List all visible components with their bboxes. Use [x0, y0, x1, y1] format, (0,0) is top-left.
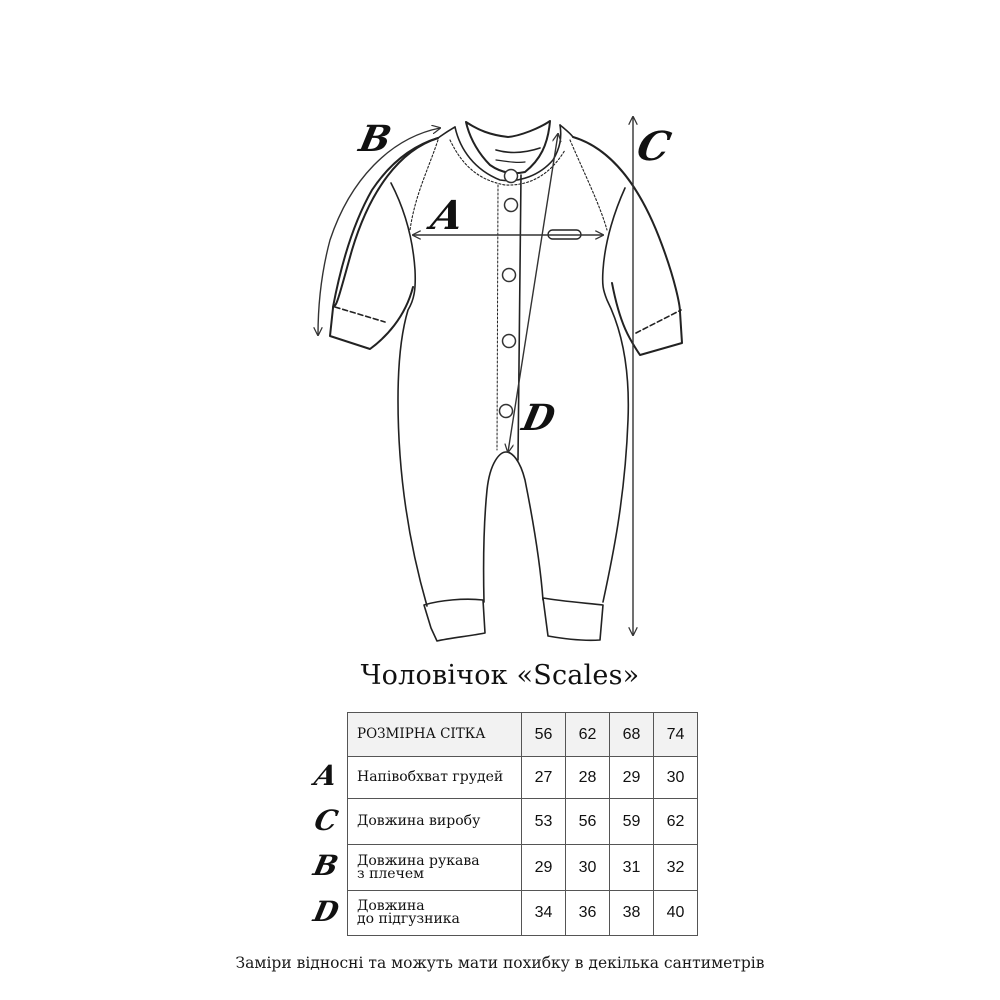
row-letter-d: D [310, 895, 342, 928]
table-header-row [348, 713, 698, 757]
table-row [348, 757, 698, 799]
row-label-line: Довжина [357, 898, 425, 914]
row-label-line: з плечем [357, 865, 425, 882]
snap-button [505, 199, 518, 212]
row-label-line: до підгузника [357, 911, 460, 927]
row-label [348, 799, 522, 845]
table-cell: 56 [566, 799, 610, 845]
label-d: D [518, 397, 559, 439]
snap-button [500, 405, 513, 418]
row-label [348, 891, 522, 936]
header-label: РОЗМІРНА СІТКА [348, 713, 522, 757]
label-c: C [633, 123, 675, 170]
table-cell: 32 [654, 845, 698, 891]
table-row [348, 845, 698, 891]
label-a: A [427, 192, 469, 239]
table-cell: 30 [566, 845, 610, 891]
table-cell: 36 [566, 891, 610, 936]
table-cell: 34 [522, 891, 566, 936]
snap-buttons [500, 170, 518, 418]
table-cell: 30 [654, 757, 698, 799]
size-header: 56 [522, 713, 566, 757]
table-cell: 53 [522, 799, 566, 845]
row-label-line: Напівобхват грудей [357, 769, 504, 785]
left-leg-cuff [424, 599, 485, 641]
row-label [348, 845, 522, 891]
row-label-line: Довжина рукава [357, 852, 480, 869]
table-row [348, 891, 698, 936]
size-header: 62 [566, 713, 610, 757]
snap-button [503, 335, 516, 348]
table-cell: 28 [566, 757, 610, 799]
row-label-line: Довжина виробу [357, 813, 481, 829]
row-letter-c: C [311, 804, 341, 837]
table-cell: 27 [522, 757, 566, 799]
table-cell: 59 [610, 799, 654, 845]
snap-button [505, 170, 518, 183]
right-sleeve [573, 137, 682, 355]
right-leg-cuff [543, 598, 603, 640]
row-letter-a: A [311, 759, 341, 792]
table-row [348, 799, 698, 845]
left-sleeve [330, 138, 438, 349]
size-chart-table [347, 712, 698, 936]
table-cell: 40 [654, 891, 698, 936]
table-cell: 29 [522, 845, 566, 891]
size-header: 74 [654, 713, 698, 757]
product-title: Чоловічок «Scales» [360, 660, 640, 691]
row-label [348, 757, 522, 799]
snap-button [503, 269, 516, 282]
table-cell: 62 [654, 799, 698, 845]
size-header: 68 [610, 713, 654, 757]
row-letter-b: B [310, 849, 342, 882]
table-cell: 29 [610, 757, 654, 799]
table-cell: 38 [610, 891, 654, 936]
label-b: B [355, 118, 395, 160]
romper-body [330, 121, 682, 641]
disclaimer-note: Заміри відносні та можуть мати похибку в декілька сантиметрів [235, 954, 765, 972]
collar [466, 121, 550, 173]
table-cell: 31 [610, 845, 654, 891]
